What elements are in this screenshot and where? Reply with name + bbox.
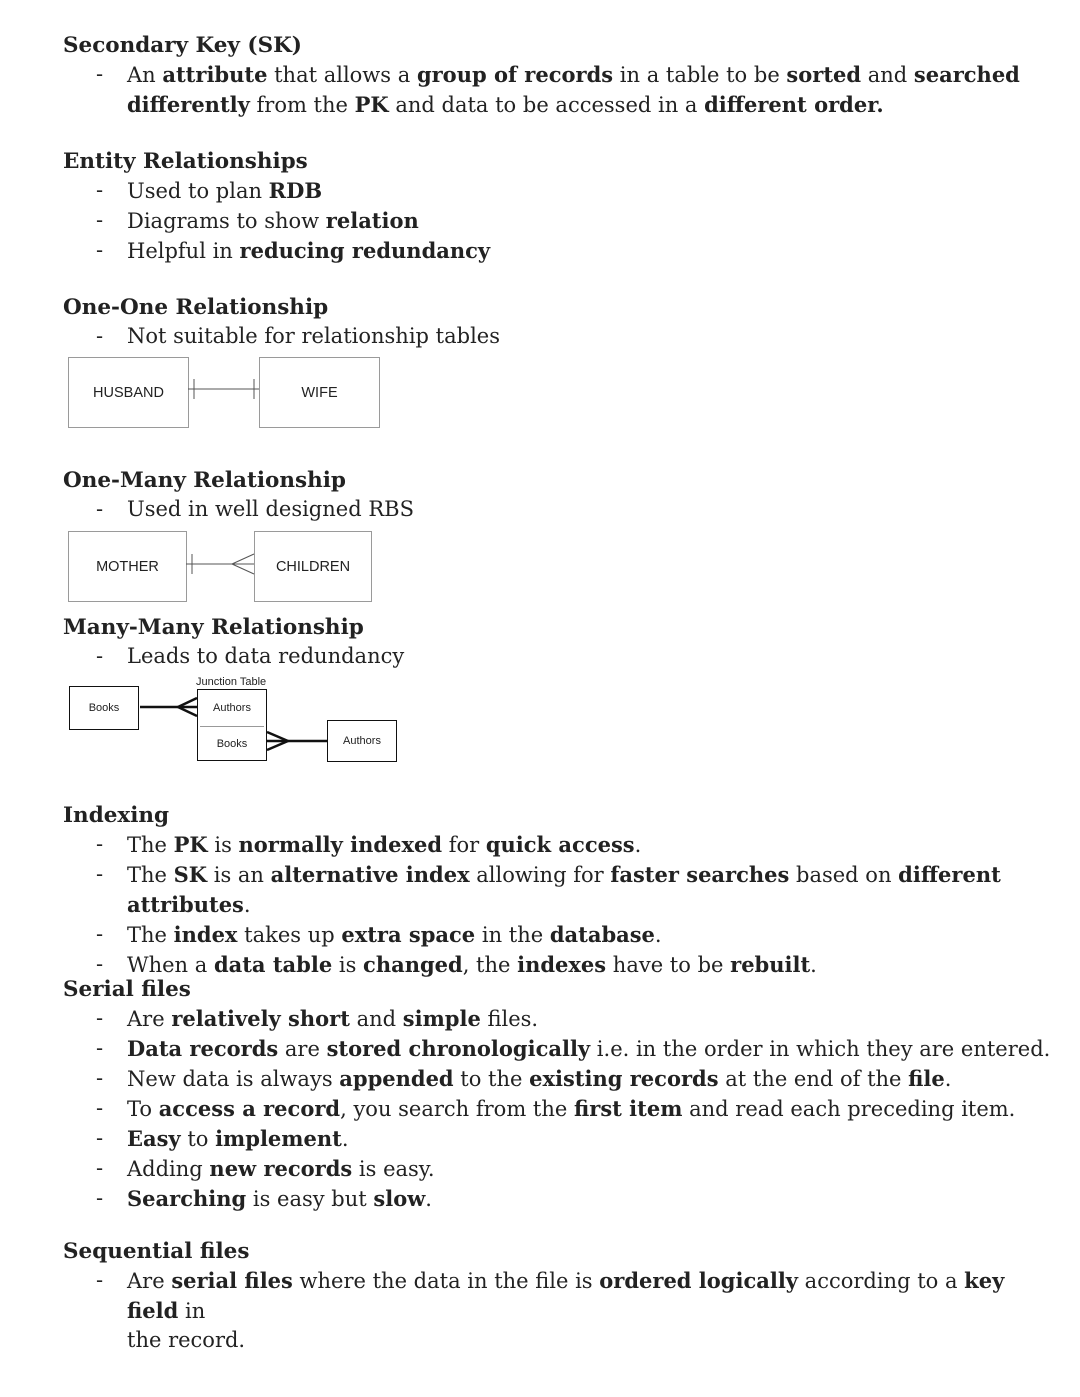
one-one-connector — [68, 357, 388, 429]
list-item: - Are relatively short and simple files. — [63, 1004, 1060, 1034]
heading-entity-relationships: Entity Relationships — [63, 149, 308, 174]
entity-books: Books — [69, 686, 139, 730]
list-item: - Are serial files where the data in the file is ordered logically according to a key field in — [63, 1266, 1060, 1326]
list-item: - Adding new records is easy. — [63, 1154, 1060, 1184]
entity-husband: HUSBAND — [68, 357, 189, 428]
section-serial-files — [63, 975, 1060, 1214]
heading-secondary-key: Secondary Key (SK) — [63, 33, 302, 58]
list-item: - Data records are stored chronologically i.e. in the order in which they are entered. — [63, 1034, 1060, 1064]
list-item: - When a data table is changed, the indexes have to be rebuilt. — [63, 950, 1060, 980]
junction-cell-authors: Authors — [213, 702, 251, 714]
section-one-one — [63, 293, 1060, 351]
list-item: - Used in well designed RBS — [63, 495, 1060, 524]
heading-one-one: One-One Relationship — [63, 295, 329, 320]
list-item: - Helpful in reducing redundancy — [63, 236, 1060, 266]
list-item: - Diagrams to show relation — [63, 206, 1060, 236]
heading-indexing: Indexing — [63, 803, 170, 828]
list-item: - To access a record, you search from the first item and read each preceding item. — [63, 1094, 1060, 1124]
list-item: - Leads to data redundancy — [63, 642, 1060, 671]
heading-one-many: One-Many Relationship — [63, 468, 346, 493]
section-sequential-files — [63, 1237, 1060, 1355]
list-item: - Searching is easy but slow. — [63, 1184, 1060, 1214]
junction-cell-books: Books — [216, 738, 248, 750]
one-many-diagram — [68, 531, 378, 603]
entity-children: CHILDREN — [254, 531, 372, 602]
list-item: - The index takes up extra space in the database. — [63, 920, 1060, 950]
entity-mother: MOTHER — [68, 531, 187, 602]
junction-table-label: Junction Table — [196, 676, 267, 688]
list-item: - The PK is normally indexed for quick access. — [63, 830, 1060, 860]
one-many-connector — [68, 531, 378, 603]
heading-serial-files: Serial files — [63, 977, 191, 1002]
list-item-continuation: the record. — [127, 1328, 246, 1352]
section-one-many — [63, 466, 1060, 524]
list-item: - Used to plan RDB — [63, 176, 1060, 206]
entity-wife: WIFE — [259, 357, 380, 428]
list-item-continuation: differently from the PK and data to be accessed in a different order. — [127, 92, 884, 117]
many-many-diagram — [68, 674, 408, 766]
section-secondary-key — [63, 31, 1060, 120]
entity-authors: Authors — [327, 720, 397, 762]
section-many-many — [63, 613, 1060, 671]
list-item: - An attribute that allows a group of records in a table to be sorted and searched — [63, 60, 1060, 90]
section-entity-relationships — [63, 147, 1060, 266]
list-item: - The SK is an alternative index allowing for faster searches based on different attributes. — [63, 860, 1060, 920]
list-item: - New data is always appended to the existing records at the end of the file. — [63, 1064, 1060, 1094]
one-one-diagram — [68, 357, 388, 429]
heading-sequential-files: Sequential files — [63, 1239, 250, 1264]
list-item: - Not suitable for relationship tables — [63, 322, 1060, 351]
many-many-connectors — [68, 674, 408, 766]
heading-many-many: Many-Many Relationship — [63, 615, 364, 640]
list-item: - Easy to implement. — [63, 1124, 1060, 1154]
section-indexing — [63, 801, 1060, 980]
